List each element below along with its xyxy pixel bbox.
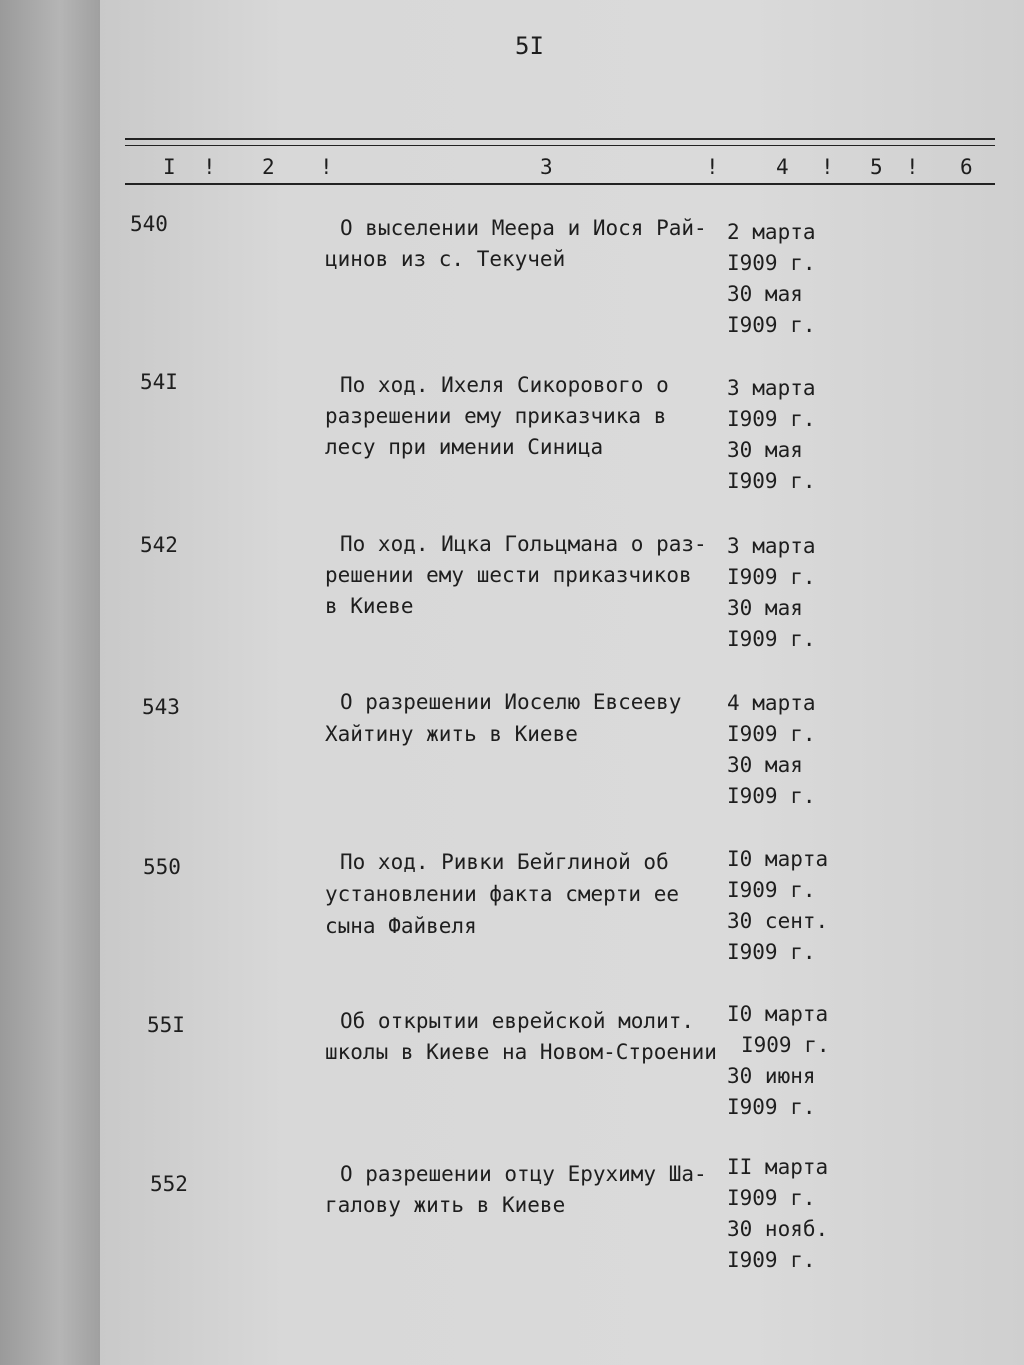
document-page [100,0,1024,1365]
column-separator: ! [320,155,333,179]
entry-date-end-year: I909 г. [727,469,816,493]
entry-date-start: 4 марта [727,691,816,715]
column-header-1: I [163,155,176,179]
entry-description-line: О выселении Меера и Иося Рай- [340,216,707,240]
entry-date-end-year: I909 г. [727,1095,816,1119]
entry-date-start-year: I909 г. [727,722,816,746]
entry-date-start: 2 марта [727,220,816,244]
entry-date-start: 3 марта [727,376,816,400]
entry-number: 540 [130,212,168,236]
entry-description-line: установлении факта смерти ее [325,882,680,906]
entry-date-end-year: I909 г. [727,784,816,808]
entry-number: 542 [140,533,178,557]
column-header-4: 4 [776,155,789,179]
entry-date-start-year: I909 г. [727,251,816,275]
entry-date-start: II марта [727,1155,829,1179]
entry-date-end: 30 нояб. [727,1217,829,1241]
entry-date-start: I0 марта [727,1002,829,1026]
column-header-5: 5 [870,155,883,179]
entry-description-line: в Киеве [325,594,414,618]
column-separator: ! [821,155,834,179]
entry-description-line: По ход. Ривки Бейглиной об [340,850,669,874]
entry-date-start-year: I909 г. [727,565,816,589]
entry-description-line: Хайтину жить в Киеве [325,722,578,746]
entry-date-end-year: I909 г. [727,313,816,337]
entry-date-start-year: I909 г. [727,1186,816,1210]
entry-description-line: разрешении ему приказчика в [325,404,667,428]
header-rule-bottom [125,183,995,185]
entry-date-end: 30 июня [727,1064,816,1088]
entry-description-line: решении ему шести приказчиков [325,563,692,587]
entry-description-line: О разрешении отцу Ерухиму Ша- [340,1162,707,1186]
entry-date-end: 30 мая [727,753,803,777]
entry-date-start-year: I909 г. [727,407,816,431]
column-separator: ! [706,155,719,179]
entry-date-start-year: I909 г. [741,1033,830,1057]
entry-number: 550 [143,855,181,879]
column-separator: ! [203,155,216,179]
header-rule-top [125,138,995,140]
entry-description-line: По ход. Ицка Гольцмана о раз- [340,532,707,556]
entry-description-line: лесу при имении Синица [325,435,604,459]
entry-date-start: 3 марта [727,534,816,558]
entry-description-line: О разрешении Иоселю Евсееву [340,690,682,714]
header-rule-top-thin [125,145,995,146]
entry-date-end: 30 мая [727,596,803,620]
entry-date-start-year: I909 г. [727,878,816,902]
entry-description-line: школы в Киеве на Новом-Строении [325,1040,717,1064]
column-separator: ! [906,155,919,179]
entry-number: 552 [150,1172,188,1196]
entry-number: 54I [140,370,178,394]
entry-number: 543 [142,695,180,719]
entry-description-line: По ход. Ихеля Сикорового о [340,373,669,397]
entry-number: 55I [147,1013,185,1037]
entry-description-line: сына Файвеля [325,914,477,938]
column-header-3: 3 [540,155,553,179]
entry-date-end-year: I909 г. [727,940,816,964]
page-number: 5I [515,32,544,60]
entry-date-end: 30 мая [727,438,803,462]
column-header-6: 6 [960,155,973,179]
entry-date-end-year: I909 г. [727,627,816,651]
entry-description-line: галову жить в Киеве [325,1193,566,1217]
left-page-edge [0,0,100,1365]
entry-description-line: цинов из с. Текучей [325,247,566,271]
column-header-2: 2 [262,155,275,179]
entry-date-end-year: I909 г. [727,1248,816,1272]
entry-date-end: 30 сент. [727,909,829,933]
entry-description-line: Об открытии еврейской молит. [340,1009,695,1033]
entry-date-end: 30 мая [727,282,803,306]
entry-date-start: I0 марта [727,847,829,871]
